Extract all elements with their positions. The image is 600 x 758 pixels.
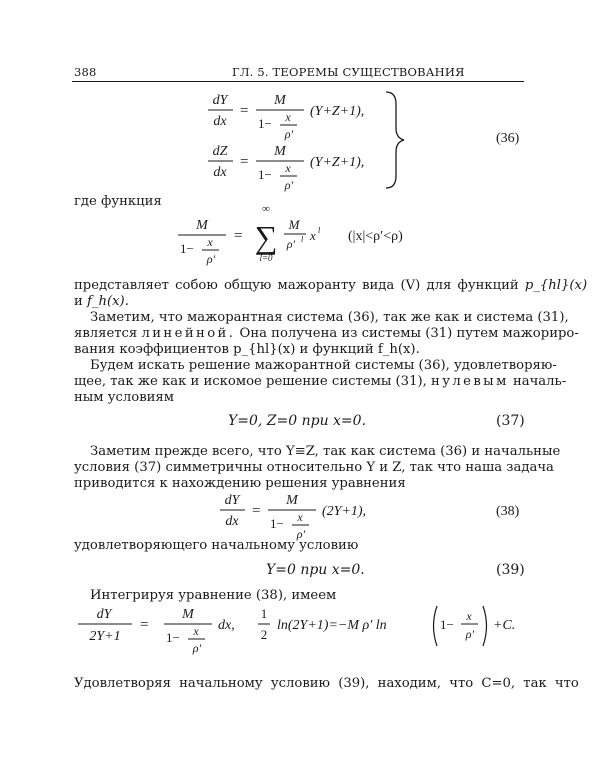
eq39-body: Y=0 при x=0. [266, 562, 365, 578]
para3-zero-spaced: нулевым [431, 374, 509, 389]
integrating-text: Интегрируя уравнение (38), имеем [90, 588, 337, 603]
eq37-body: Y=0, Z=0 при x=0. [228, 413, 367, 429]
int-half-num: 1 [260, 606, 268, 621]
eq36-line2-rhs-num: M [274, 144, 286, 159]
eq36-line2-equals: = [240, 154, 249, 170]
para4-line3: приводится к нахождению решения уравнения [74, 476, 406, 491]
header-rule [72, 81, 524, 82]
page-number: 388 [74, 65, 97, 79]
para4-line1: Заметим прежде всего, что Y≡Z, так как система (36) и начальные [90, 444, 561, 459]
eq38-lhs-den: dx [225, 514, 239, 529]
eq38-number: (38) [496, 504, 520, 519]
int-mid-den-x: x [193, 624, 199, 638]
int-paren-x: x [466, 609, 472, 623]
para2-rest: Она получена из системы (31) путем мажориро- [239, 326, 579, 341]
eq36-line1-den-prefix: 1− [258, 116, 272, 131]
int-mid-num: M [182, 607, 194, 622]
int-paren-prefix: 1− [440, 617, 454, 632]
series-lhs-den-x: x [207, 235, 213, 249]
int-half-den: 2 [260, 627, 268, 642]
para3-line2 [74, 374, 566, 390]
integration-equation [70, 600, 530, 670]
series-term-num: M [288, 217, 300, 232]
series-term-den-exp: l [301, 235, 304, 244]
right-brace [386, 92, 404, 188]
para1-func2: f_h(x). [87, 294, 129, 309]
para4-line2: условия (37) симметричны относительно Y и Z, так что наша задача [74, 460, 554, 475]
series-lhs-den-prefix: 1− [180, 241, 194, 256]
para3-line3: ным условиям [74, 390, 174, 405]
int-lhs-num: dY [96, 607, 112, 622]
eq36-line1-tail: (Y+Z+1), [310, 104, 365, 119]
para2-is: является [74, 326, 138, 341]
eq36-line1-equals: = [240, 103, 249, 119]
para2-line2 [74, 326, 579, 342]
para1-and: и [74, 294, 83, 309]
para2-line1: Заметим, что мажорантная система (36), так же как и система (31), [90, 310, 569, 325]
para3-line1: Будем искать решение мажорантной системы (36), удовлетворяю- [90, 358, 557, 373]
para1-line2 [74, 294, 129, 310]
int-tail: +C. [493, 618, 516, 633]
series-sum-lower: l=0 [259, 253, 273, 263]
series-lhs-num: M [196, 218, 208, 233]
int-mid-den-prefix: 1− [166, 630, 180, 645]
eq36-line2-lhs-den: dx [213, 165, 227, 180]
eq36-line2-tail: (Y+Z+1), [310, 155, 365, 170]
eq36-line1-lhs-num: dY [212, 93, 228, 108]
para3-text: щее, так же как и искомое решение системы (31), [74, 374, 427, 389]
eq39-number: (39) [496, 562, 525, 578]
int-equals: = [140, 617, 149, 633]
eq36-line1-den-x: x [285, 110, 291, 124]
para2-linear-spaced: линейной. [141, 326, 236, 341]
para1-text: представляет собою общую мажоранту вида (V) для функций [74, 278, 519, 293]
eq36-line2-den-prefix: 1− [258, 167, 272, 182]
int-mid-tail: dx, [218, 618, 235, 633]
series-term-x-exp: l [318, 226, 321, 235]
para3-end: началь- [512, 374, 567, 389]
left-paren [434, 606, 438, 646]
series-equals: = [234, 228, 243, 244]
para1-func1: p_{hl}(x) [524, 278, 588, 293]
eq37-number: (37) [496, 413, 525, 429]
series-condition: (|x|<ρ′<ρ) [348, 229, 403, 244]
int-mid-den-rho: ρ′ [192, 641, 202, 655]
eq36-number: (36) [496, 131, 520, 146]
para2-line3: вания коэффициентов p_{hl}(x) и функций f_h(x). [74, 342, 420, 357]
series-sum-upper: ∞ [262, 204, 270, 215]
int-paren-rho: ρ′ [465, 627, 475, 641]
eq38-rhs-num: M [286, 493, 298, 508]
where-function-label: где функция [74, 194, 162, 209]
eq38-den-rho: ρ′ [296, 527, 306, 541]
para1-line1 [74, 278, 587, 294]
int-lhs-den: 2Y+1 [89, 629, 121, 644]
int-rhs: ln(2Y+1)=−M ρ′ ln [277, 618, 387, 633]
series-term-den: ρ′ [286, 237, 296, 251]
final-line: Удовлетворяя начальному условию (39), находим, что C=0, так что [74, 676, 579, 691]
series-lhs-den-rho: ρ′ [206, 252, 216, 266]
eq38-den-x: x [297, 510, 303, 524]
eq38-tail: (2Y+1), [322, 504, 367, 519]
right-paren [483, 606, 487, 646]
series-sum-sign: ∑ [254, 219, 278, 255]
eq36-line1-rhs-num: M [274, 93, 286, 108]
series-term-x: x [310, 228, 316, 243]
eq36-line1-den-rho: ρ′ [284, 127, 294, 141]
series-expansion [170, 204, 460, 276]
equation-system-36 [200, 88, 530, 198]
eq36-line2-lhs-num: dZ [212, 144, 228, 159]
eq38-equals: = [252, 503, 261, 519]
satisfying-text: удовлетворяющего начальному условию [74, 538, 359, 553]
running-title: ГЛ. 5. ТЕОРЕМЫ СУЩЕСТВОВАНИЯ [232, 65, 465, 79]
eq38-lhs-num: dY [224, 493, 240, 508]
eq36-line2-den-x: x [285, 161, 291, 175]
eq36-line2-den-rho: ρ′ [284, 178, 294, 192]
eq38-den-prefix: 1− [270, 516, 284, 531]
eq36-line1-lhs-den: dx [213, 114, 227, 129]
